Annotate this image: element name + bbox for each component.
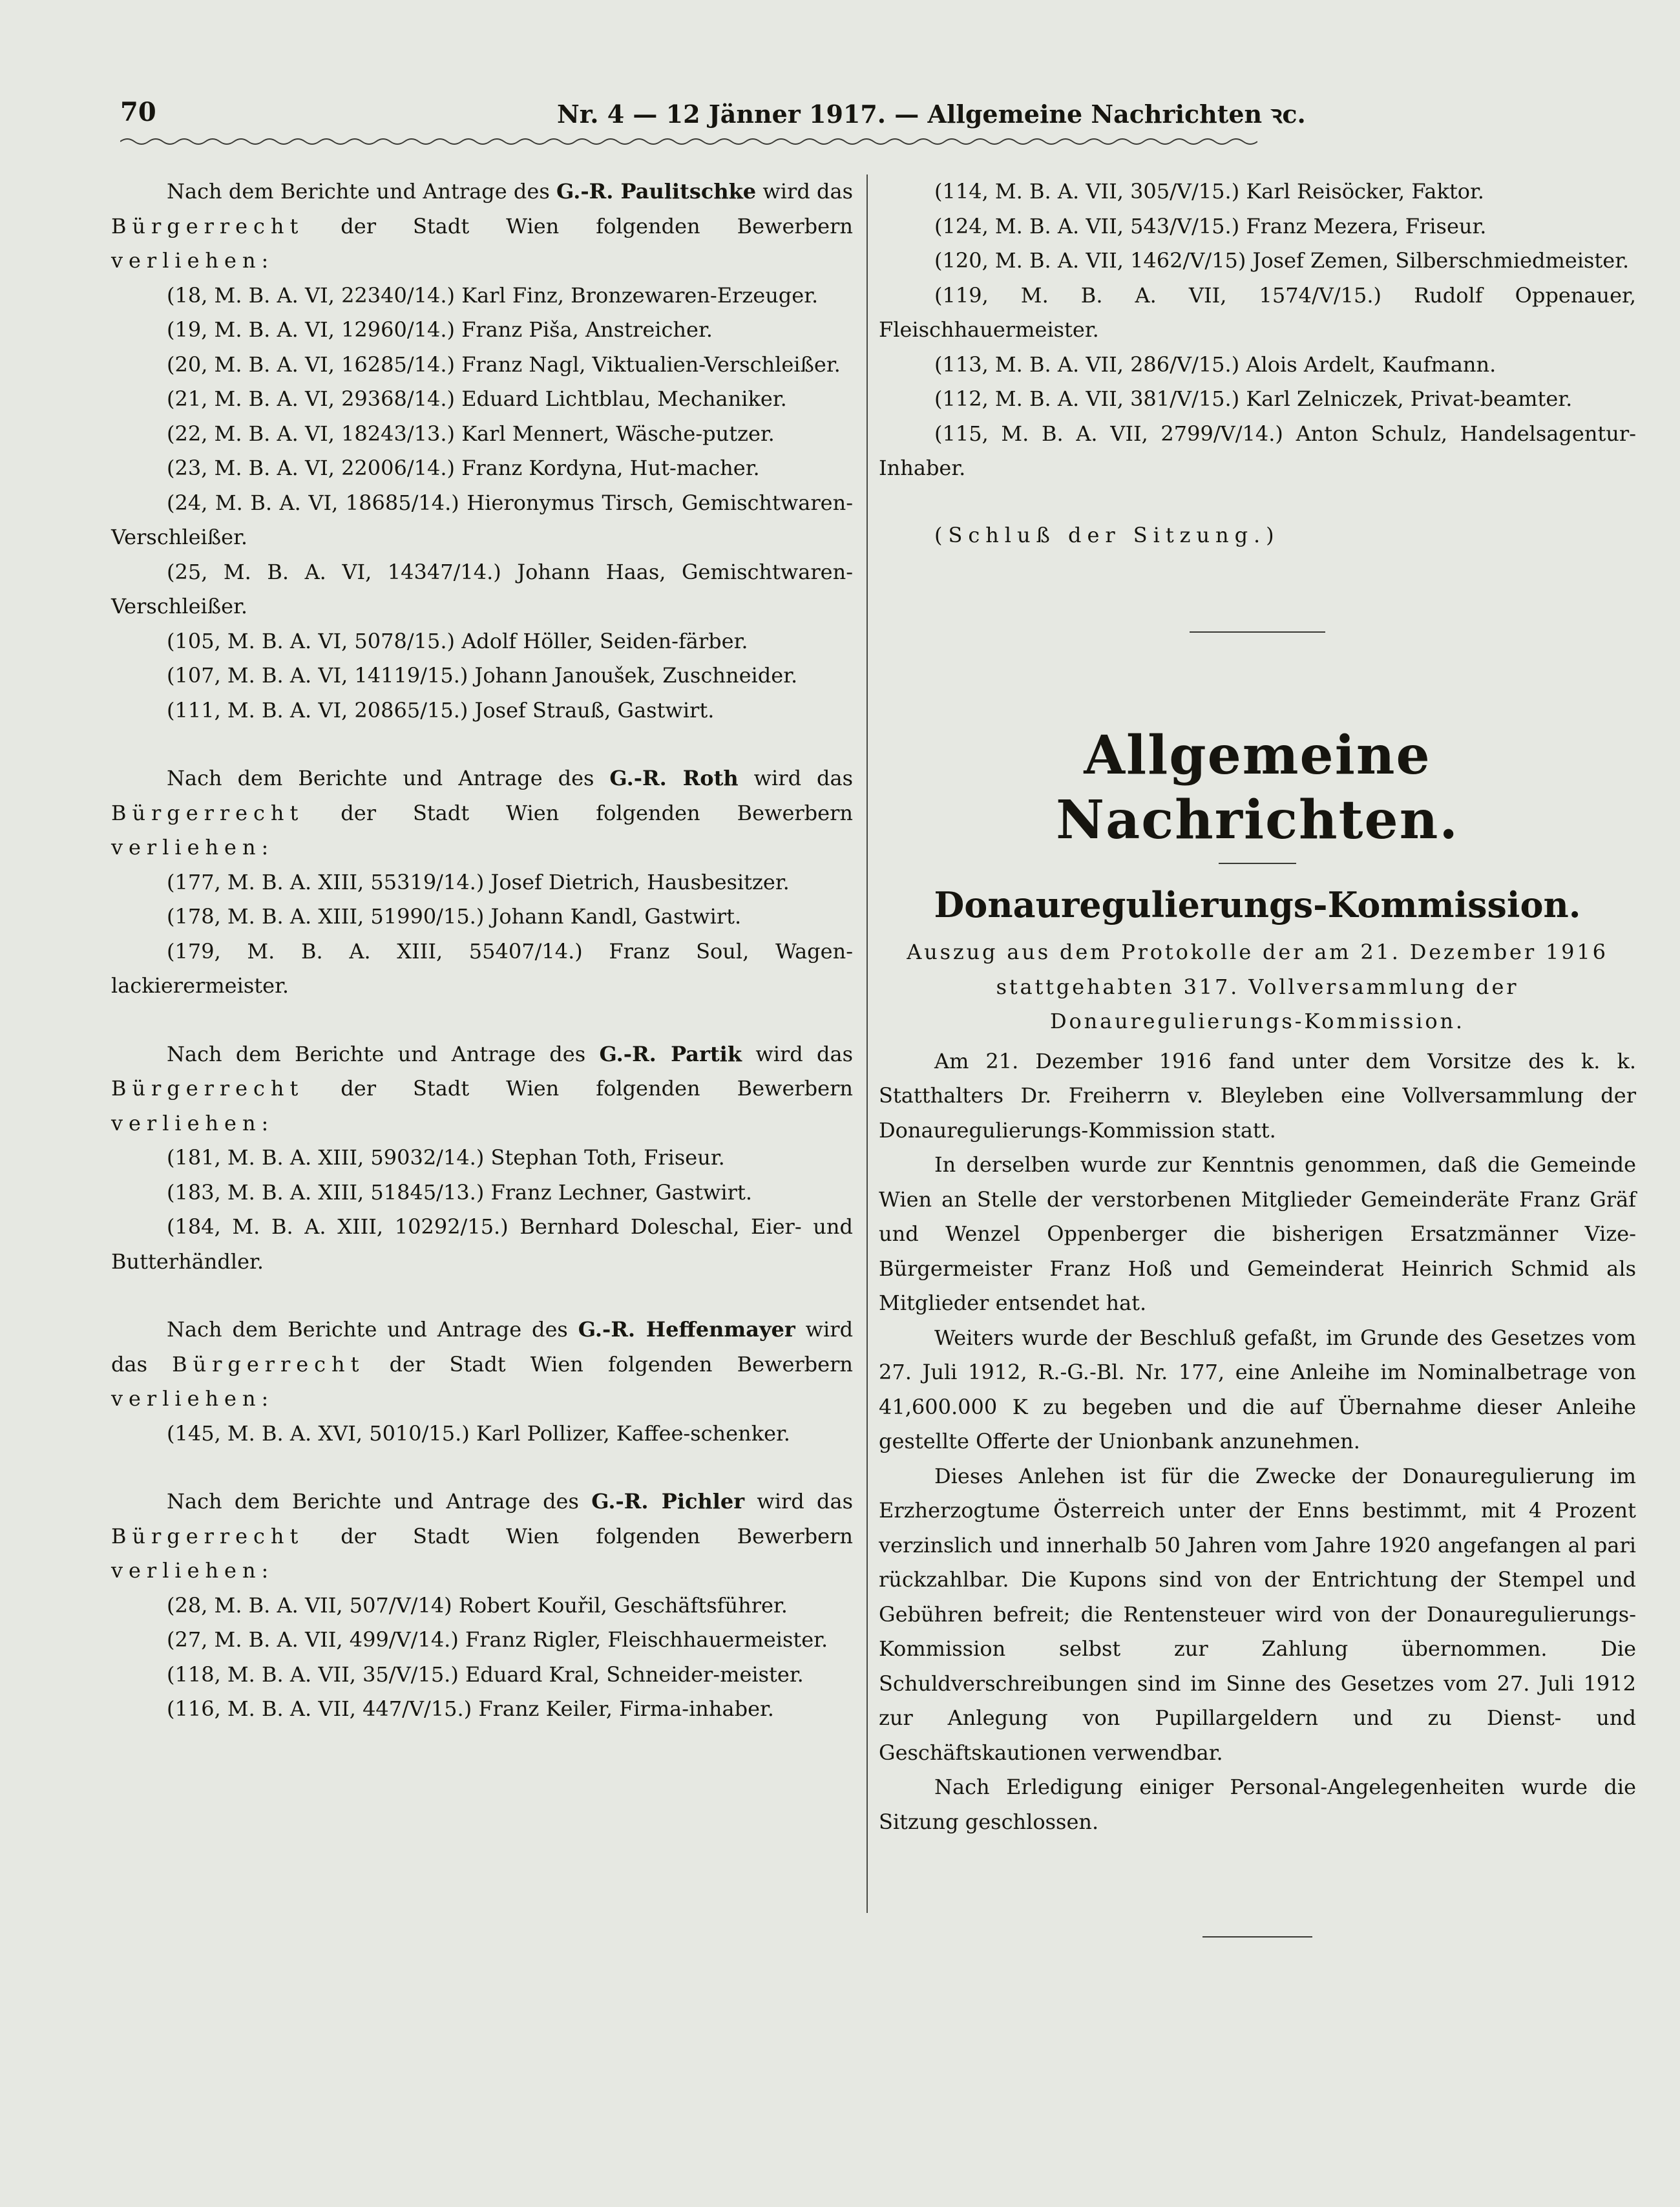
column-divider (866, 174, 868, 1913)
page-header (120, 97, 1584, 136)
spaced-term: verliehen: (111, 1558, 275, 1583)
councillor-name: G.-R. Pichler (591, 1489, 745, 1514)
list-item: (105, M. B. A. VI, 5078/15.) Adolf Höller, Seiden-färber. (167, 628, 748, 653)
running-title: Nr. 4 — 12 Jänner 1917. — Allgemeine Nachrichten ꝛc. (557, 100, 1306, 129)
list-item: (24, M. B. A. VI, 18685/14.) Hieronymus Tirsch, Gemischtwaren-Verschleißer. (111, 490, 853, 549)
spaced-term: verliehen: (111, 1386, 275, 1411)
page-number: 70 (120, 97, 156, 127)
paragraph-paulitschke (111, 174, 853, 279)
list-item: (107, M. B. A. VI, 14119/15.) Johann Janoušek, Zuschneider. (167, 663, 798, 688)
paragraph-heffenmayer (111, 1313, 853, 1417)
paragraph-partik (111, 1037, 853, 1141)
list-item: (181, M. B. A. XIII, 59032/14.) Stephan Toth, Friseur. (167, 1145, 725, 1170)
left-column (111, 174, 853, 1727)
intro-text: Nach dem Berichte und Antrage des (167, 1041, 586, 1066)
text-fragment: der Stadt Wien folgenden Bewerbern (389, 1351, 853, 1377)
session-end: (Schluß der Sitzung.) (934, 522, 1280, 547)
spaced-term: Bürgerrecht (111, 213, 304, 238)
list-item: (20, M. B. A. VI, 16285/14.) Franz Nagl, Viktualien-Verschleißer. (167, 352, 841, 377)
list-item: (112, M. B. A. VII, 381/V/15.) Karl Zelniczek, Privat-beamter. (934, 386, 1573, 411)
list-item: (28, M. B. A. VII, 507/V/14) Robert Kouřil, Geschäftsführer. (167, 1592, 788, 1618)
intro-text: Nach dem Berichte und Antrage des (167, 1317, 568, 1342)
spaced-term: verliehen: (111, 1110, 275, 1135)
paragraph-roth (111, 761, 853, 865)
councillor-name: G.-R. Heffenmayer (578, 1317, 795, 1342)
councillor-name: G.-R. Partik (599, 1041, 742, 1066)
list-item: (114, M. B. A. VII, 305/V/15.) Karl Reisöcker, Faktor. (934, 179, 1484, 204)
councillor-name: G.-R. Paulitschke (556, 179, 757, 204)
paragraph: Weiters wurde der Beschluß gefaßt, im Grunde des Gesetzes vom 27. Juli 1912, R.-G.-Bl. Nr. 177, eine Anleihe im Nominalbetrage von 41,600.000 K zu begeben und die auf Übernahme dieser Anleihe gestellte Offerte der Unionbank anzunehmen. (879, 1325, 1636, 1453)
text-fragment: der Stadt Wien folgenden Bewerbern (341, 1523, 854, 1548)
spaced-term: Bürgerrecht (172, 1351, 365, 1377)
section-separator (1190, 631, 1325, 633)
paragraph-pichler (111, 1484, 853, 1589)
intro-text: Nach dem Berichte und Antrage des (167, 1489, 579, 1514)
text-fragment: der Stadt Wien folgenden Bewerbern (341, 800, 854, 825)
list-item: (124, M. B. A. VII, 543/V/15.) Franz Mezera, Friseur. (934, 213, 1487, 238)
spaced-term: Bürgerrecht (111, 1523, 304, 1548)
list-item: (21, M. B. A. VI, 29368/14.) Eduard Lichtblau, Mechaniker. (167, 386, 787, 411)
list-item: (177, M. B. A. XIII, 55319/14.) Josef Dietrich, Hausbesitzer. (167, 869, 790, 894)
spaced-term: Bürgerrecht (111, 800, 304, 825)
list-item: (19, M. B. A. VI, 12960/14.) Franz Piša, Anstreicher. (167, 317, 713, 342)
text-fragment: der Stadt Wien folgenden Bewerbern (341, 213, 854, 238)
spaced-term: verliehen: (111, 835, 275, 860)
spaced-term: Bürgerrecht (111, 1076, 304, 1101)
intro-text: Nach dem Berichte und Antrage des (167, 766, 594, 790)
list-item: (22, M. B. A. VI, 18243/13.) Karl Mennert, Wäsche-putzer. (167, 421, 775, 446)
list-item: (23, M. B. A. VI, 22006/14.) Franz Kordyna, Hut-macher. (167, 456, 760, 480)
title-rule (1219, 863, 1296, 864)
list-item: (27, M. B. A. VII, 499/V/14.) Franz Rigler, Fleischhauermeister. (167, 1627, 828, 1652)
list-item: (115, M. B. A. VII, 2799/V/14.) Anton Schulz, Handelsagentur-Inhaber. (879, 421, 1636, 480)
list-item: (179, M. B. A. XIII, 55407/14.) Franz Soul, Wagen-lackierermeister. (111, 938, 853, 998)
end-rule (1202, 1936, 1312, 1938)
list-item: (18, M. B. A. VI, 22340/14.) Karl Finz, Bronzewaren-Erzeuger. (167, 282, 819, 308)
paragraph: Nach Erledigung einiger Personal-Angelegenheiten wurde die Sitzung geschlossen. (879, 1775, 1636, 1834)
text-fragment: wird das (755, 1041, 854, 1066)
list-item: (113, M. B. A. VII, 286/V/15.) Alois Ardelt, Kaufmann. (934, 352, 1496, 377)
intro-text: Nach dem Berichte und Antrage des (167, 179, 550, 204)
text-fragment: wird das (111, 1317, 854, 1377)
list-item: (25, M. B. A. VI, 14347/14.) Johann Haas, Gemischtwaren-Verschleißer. (111, 559, 853, 618)
text-fragment: wird das (757, 1489, 854, 1514)
list-item: (118, M. B. A. VII, 35/V/15.) Eduard Kral, Schneider-meister. (167, 1662, 804, 1687)
paragraph: Am 21. Dezember 1916 fand unter dem Vorsitze des k. k. Statthalters Dr. Freiherrn v. Bleyleben eine Vollversammlung der Donauregulierungs-Kommission statt. (879, 1048, 1636, 1143)
list-item: (116, M. B. A. VII, 447/V/15.) Franz Keiler, Firma-inhaber. (167, 1696, 774, 1721)
list-item: (111, M. B. A. VI, 20865/15.) Josef Strauß, Gastwirt. (167, 697, 715, 723)
list-item: (183, M. B. A. XIII, 51845/13.) Franz Lechner, Gastwirt. (167, 1179, 752, 1205)
subsection-title: Donauregulierungs-Kommission. (934, 884, 1581, 925)
list-item: (145, M. B. A. XVI, 5010/15.) Karl Pollizer, Kaffee-schenker. (167, 1420, 790, 1446)
list-item: (120, M. B. A. VII, 1462/V/15) Josef Zemen, Silberschmiedmeister. (934, 248, 1630, 273)
list-item: (119, M. B. A. VII, 1574/V/15.) Rudolf Oppenauer, Fleischhauermeister. (879, 282, 1636, 342)
list-item: (184, M. B. A. XIII, 10292/15.) Bernhard Doleschal, Eier- und Butterhändler. (111, 1214, 853, 1274)
text-fragment: der Stadt Wien folgenden Bewerbern (341, 1076, 854, 1101)
paragraph: Dieses Anlehen ist für die Zwecke der Donauregulierung im Erzherzogtume Österreich unter der Enns bestimmt, mit 4 Prozent verzinslich und innerhalb 50 Jahren vom Jahre 1920 angefangen al pari rückzahlbar. Die Kupons sind von der Entrichtung der Stempel und Gebühren befreit; die Rentensteuer wird von der Donauregulierungs-Kommission selbst zur Zahlung übernommen. Die Schuldverschreibungen sind im Sinne des Gesetzes vom 27. Juli 1912 zur Anlegung von Pupillargeldern und zu Dienst- und Geschäftskautionen verwendbar. (879, 1463, 1636, 1765)
protocol-excerpt: Auszug aus dem Protokolle der am 21. Dezember 1916 stattgehabten 317. Vollversammlung der Donauregulierungs-Kommission. (907, 940, 1608, 1033)
right-column (879, 174, 1636, 1938)
councillor-name: G.-R. Roth (609, 766, 739, 790)
text-fragment: wird das (753, 766, 854, 790)
text-fragment: wird das (762, 179, 854, 204)
spaced-term: verliehen: (111, 248, 275, 273)
section-title: Allgemeine Nachrichten. (1056, 724, 1459, 851)
paragraph: In derselben wurde zur Kenntnis genommen, daß die Gemeinde Wien an Stelle der verstorbenen Mitglieder Gemeinderäte Franz Gräf und Wenzel Oppenberger die bisherigen Ersatzmänner Vize-Bürgermeister Franz Hoß und Gemeinderat Heinrich Schmid als Mitglieder entsendet hat. (879, 1152, 1636, 1315)
header-wavy-rule (120, 136, 1257, 147)
list-item: (178, M. B. A. XIII, 51990/15.) Johann Kandl, Gastwirt. (167, 904, 742, 929)
